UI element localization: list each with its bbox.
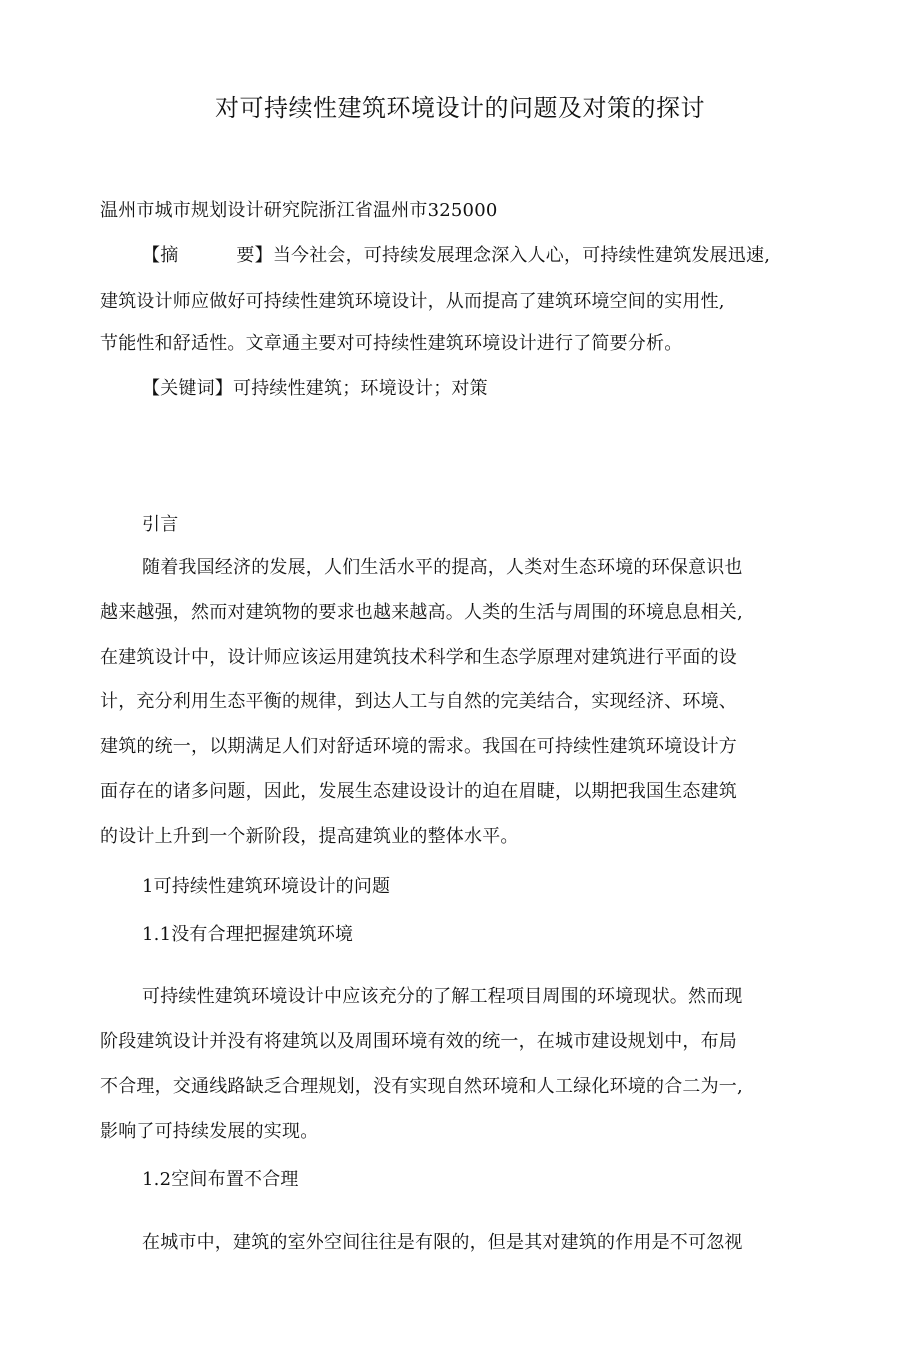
intro-line-1: 随着我国经济的发展，人们生活水平的提高，人类对生态环境的环保意识也 bbox=[142, 557, 743, 578]
intro-line-7: 的设计上升到一个新阶段，提高建筑业的整体水平。 bbox=[100, 826, 519, 847]
abstract-text: 当今社会，可持续发展理念深入人心，可持续性建筑发展迅速, bbox=[272, 245, 771, 266]
section-1-heading: 1可持续性建筑环境设计的问题 bbox=[142, 876, 391, 897]
keywords: 【关键词】可持续性建筑；环境设计；对策 bbox=[142, 378, 488, 399]
abstract-line-2: 建筑设计师应做好可持续性建筑环境设计，从而提高了建筑环境空间的实用性, bbox=[100, 291, 725, 312]
abstract-line-1 bbox=[142, 244, 770, 268]
abstract-line-3: 节能性和舒适性。文章通主要对可持续性建筑环境设计进行了简要分析。 bbox=[100, 333, 683, 354]
abstract-label-open: 【摘 bbox=[142, 245, 179, 266]
intro-line-4: 计，充分利用生态平衡的规律，到达人工与自然的完美结合，实现经济、环境、 bbox=[100, 691, 737, 712]
section-1-1-line-3: 不合理，交通线路缺乏合理规划，没有实现自然环境和人工绿化环境的合二为一, bbox=[100, 1076, 743, 1097]
page-title: 对可持续性建筑环境设计的问题及对策的探讨 bbox=[215, 94, 705, 122]
intro-line-2: 越来越强，然而对建筑物的要求也越来越高。人类的生活与周围的环境息息相关, bbox=[100, 602, 743, 623]
section-1-2-line-1: 在城市中，建筑的室外空间往往是有限的，但是其对建筑的作用是不可忽视 bbox=[142, 1232, 743, 1253]
abstract-label-close: 要】 bbox=[236, 245, 273, 266]
section-1-1-line-2: 阶段建筑设计并没有将建筑以及周围环境有效的统一，在城市建设规划中，布局 bbox=[100, 1031, 737, 1052]
section-1-1-heading: 1.1没有合理把握建筑环境 bbox=[142, 924, 354, 945]
intro-heading: 引言 bbox=[142, 514, 179, 535]
intro-line-6: 面存在的诸多问题，因此，发展生态建设设计的迫在眉睫，以期把我国生态建筑 bbox=[100, 781, 737, 802]
intro-line-3: 在建筑设计中，设计师应该运用建筑技术科学和生态学原理对建筑进行平面的设 bbox=[100, 647, 737, 668]
section-1-2-heading: 1.2空间布置不合理 bbox=[142, 1169, 299, 1190]
affiliation: 温州市城市规划设计研究院浙江省温州市325000 bbox=[100, 200, 498, 221]
intro-line-5: 建筑的统一，以期满足人们对舒适环境的需求。我国在可持续性建筑环境设计方 bbox=[100, 736, 737, 757]
section-1-1-line-1: 可持续性建筑环境设计中应该充分的了解工程项目周围的环境现状。然而现 bbox=[142, 986, 743, 1007]
section-1-1-line-4: 影响了可持续发展的实现。 bbox=[100, 1121, 319, 1142]
